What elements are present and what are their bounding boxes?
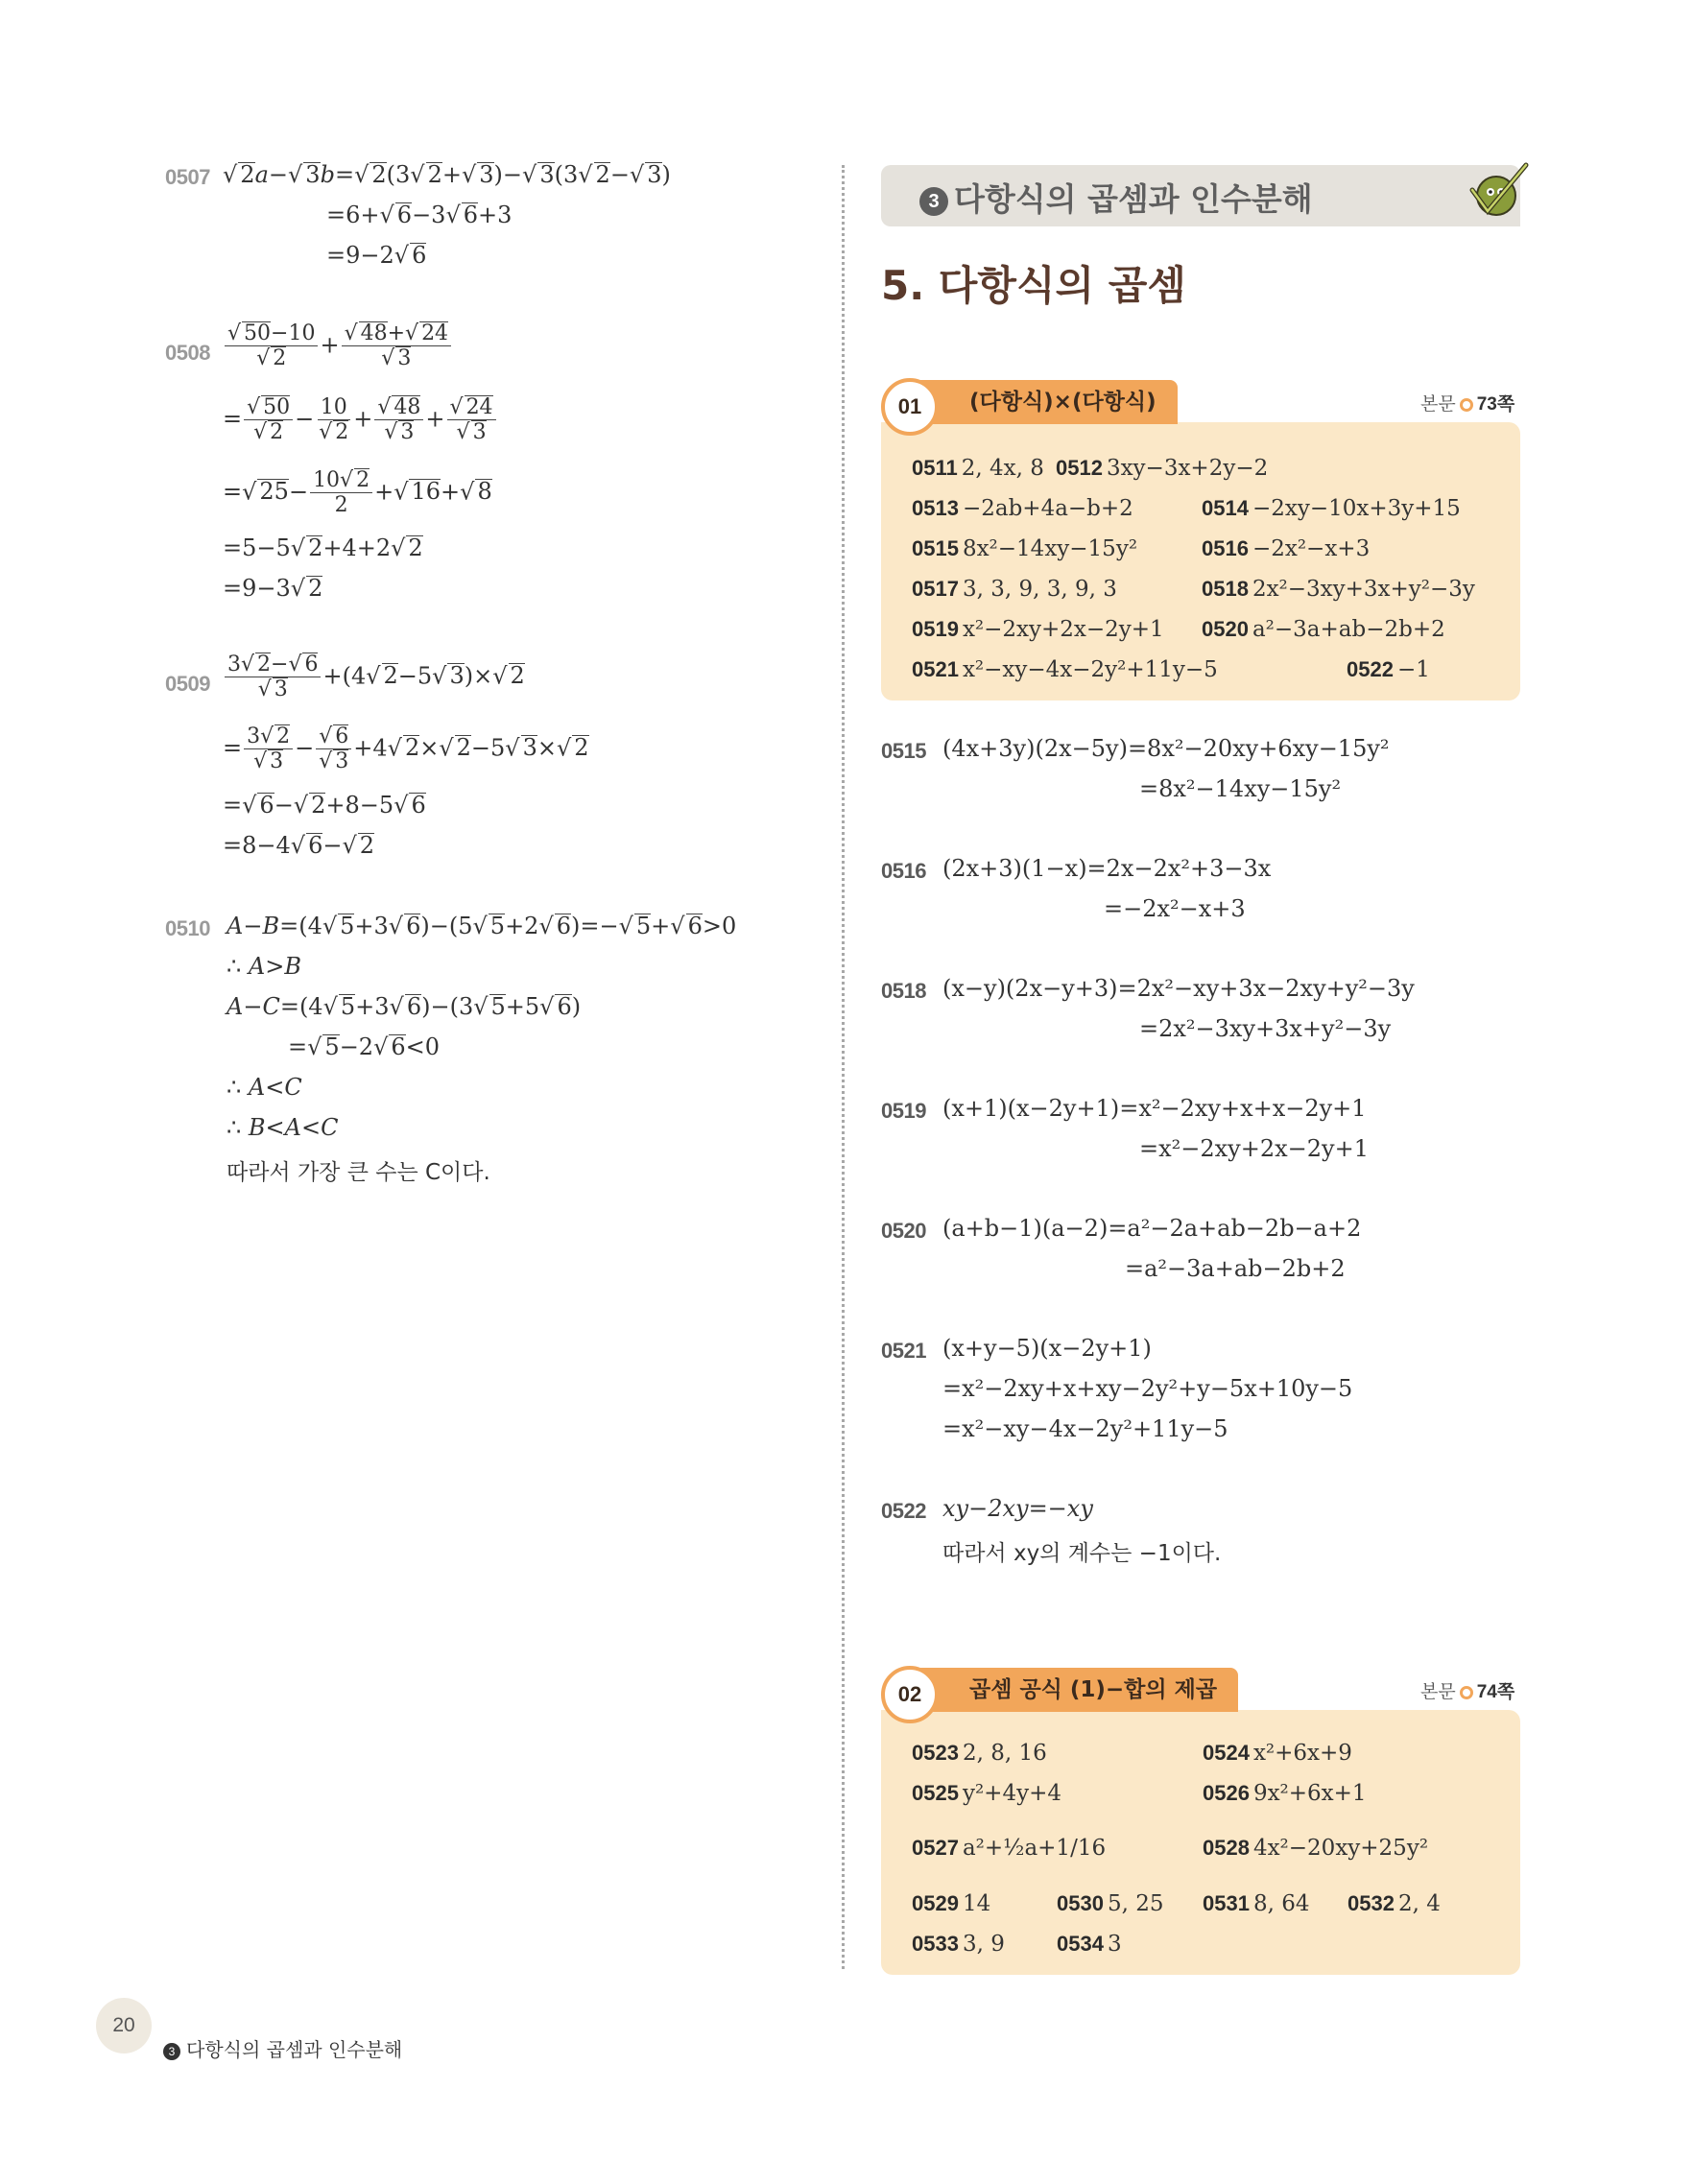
equation-line: (a+b−1)(a−2)=a²−2a+ab−2b−a+2 xyxy=(942,1215,1362,1242)
problem-number: 0518 xyxy=(881,979,926,1003)
equation-line: = $\frac{3√ 2}{√ 3}$ − $\frac{√ 6}{√ 3}$ +4√ 2×√ 2−5√ 3×√ 2 xyxy=(223,724,589,774)
answer-item: 0524 x²+6x+9 xyxy=(1203,1741,1352,1766)
equation-line: =8x²−14xy−15y² xyxy=(1139,775,1342,802)
answer-item: 0520 a²−3a+ab−2b+2 xyxy=(1202,617,1445,642)
section-title: 곱셈 공식 (1)−합의 제곱 xyxy=(969,1677,1218,1702)
problem-number: 0519 xyxy=(881,1099,926,1123)
equation-line: (x+1)(x−2y+1)=x²−2xy+x+x−2y+1 xyxy=(942,1095,1367,1122)
answer-item: 0523 2, 8, 16 xyxy=(912,1741,1047,1766)
chapter-number-icon: 3 xyxy=(919,187,948,216)
mascot-check-icon xyxy=(1465,161,1532,223)
answer-item: 0531 8, 64 xyxy=(1203,1891,1310,1916)
equation-line: =√ 6−√ 2+8−5√ 6 xyxy=(223,792,426,819)
arrow-circle-icon xyxy=(1460,1686,1473,1699)
answer-item: 0514 −2xy−10x+3y+15 xyxy=(1202,496,1461,521)
answer-item: 0516 −2x²−x+3 xyxy=(1202,536,1371,561)
equation-line: $\frac{√ 50-10}{√ 2}$ + $\frac{√ 48+√ 24}{√ 3}$ xyxy=(223,321,453,371)
footer-chapter xyxy=(163,2034,402,2062)
answer-item: 0527 a²+½a+1/16 xyxy=(912,1836,1107,1861)
conclusion-text: 따라서 xy의 계수는 −1이다. xyxy=(942,1541,1222,1566)
equation-line: xy−2xy=−xy xyxy=(942,1495,1093,1522)
section-number-badge: 01 xyxy=(881,378,939,436)
equation-line: =9−2√ 6 xyxy=(326,242,427,269)
problem-number: 0515 xyxy=(881,739,926,763)
answer-item: 0521 x²−xy−4x−2y²+11y−5 xyxy=(912,657,1218,682)
answer-item: 0513 −2ab+4a−b+2 xyxy=(912,496,1133,521)
problem-number: 0508 xyxy=(165,341,210,365)
equation-line: (x−y)(2x−y+3)=2x²−xy+3x−2xy+y²−3y xyxy=(942,975,1415,1002)
section-tab xyxy=(902,1668,1238,1712)
equation-line: ∴ A>B xyxy=(227,953,301,980)
problem-number: 0510 xyxy=(165,916,210,940)
equation-line: $\frac{3√ 2-√ 6}{√ 3}$ +(4√ 2−5√ 3)×√ 2 xyxy=(223,653,525,702)
answer-item: 0522 −1 xyxy=(1347,657,1430,682)
equation-line: =6+√ 6−3√ 6+3 xyxy=(326,202,513,228)
answer-item: 0519 x²−2xy+2x−2y+1 xyxy=(912,617,1164,642)
chapter-header xyxy=(881,165,1520,226)
equation-line: (4x+3y)(2x−5y)=8x²−20xy+6xy−15y² xyxy=(942,735,1390,762)
column-divider xyxy=(842,165,845,1969)
equation-line: =a²−3a+ab−2b+2 xyxy=(1125,1255,1346,1282)
equation-line: =x²−xy−4x−2y²+11y−5 xyxy=(942,1415,1228,1442)
page-reference[interactable]: 본문 74쪽 xyxy=(1420,1681,1515,1702)
answer-item: 0512 3xy−3x+2y−2 xyxy=(1056,456,1269,481)
page-number: 20 xyxy=(96,1998,152,2053)
problem-number: 0521 xyxy=(881,1339,926,1363)
section-title: (다항식)×(다항식) xyxy=(969,390,1156,415)
conclusion-text: 따라서 가장 큰 수는 C이다. xyxy=(227,1160,490,1185)
page-reference[interactable]: 본문 73쪽 xyxy=(1420,393,1515,415)
equation-line: =√ 25− $\frac{10√ 2}{2}$ +√ 16+√ 8 xyxy=(223,468,492,518)
problem-number: 0509 xyxy=(165,672,210,696)
answer-item: 0529 14 xyxy=(912,1891,991,1916)
equation-line: √ 2a−√ 3b=√ 2(3√ 2+√ 3)−√ 3(3√ 2−√ 3) xyxy=(223,161,671,188)
section-number-badge: 02 xyxy=(881,1666,939,1723)
problem-number: 0507 xyxy=(165,165,210,189)
equation-line: (2x+3)(1−x)=2x−2x²+3−3x xyxy=(942,855,1272,882)
answer-item: 0528 4x²−20xy+25y² xyxy=(1203,1836,1429,1861)
equation-line: = $\frac{√ 50}{√ 2}$ − $\frac{10}{√ 2}$ + $\frac{√ 48}{√ 3}$ + $\frac{√ 24}{√ 3}$ xyxy=(223,395,498,445)
equation-line: ∴ A<C xyxy=(227,1074,302,1101)
answer-item: 0518 2x²−3xy+3x+y²−3y xyxy=(1202,577,1475,602)
equation-line: =2x²−3xy+3x+y²−3y xyxy=(1139,1015,1392,1042)
answer-item: 0515 8x²−14xy−15y² xyxy=(912,536,1138,561)
answer-item: 0525 y²+4y+4 xyxy=(912,1781,1061,1806)
section-tab xyxy=(902,380,1178,424)
answer-item: 0530 5, 25 xyxy=(1057,1891,1164,1916)
equation-line: =−2x²−x+3 xyxy=(1104,895,1246,922)
footer-chapter-title: 다항식의 곱셈과 인수분해 xyxy=(186,2038,403,2061)
arrow-circle-icon xyxy=(1460,398,1473,412)
page-title: 5. 다항식의 곱셈 xyxy=(881,262,1186,309)
answer-item: 0532 2, 4 xyxy=(1347,1891,1441,1916)
equation-line: =x²−2xy+2x−2y+1 xyxy=(1139,1135,1369,1162)
problem-number: 0520 xyxy=(881,1219,926,1243)
equation-line: =x²−2xy+x+xy−2y²+y−5x+10y−5 xyxy=(942,1375,1353,1402)
equation-line: =5−5√ 2+4+2√ 2 xyxy=(223,534,423,561)
answer-item: 0511 2, 4x, 8 xyxy=(912,456,1044,481)
equation-line: (x+y−5)(x−2y+1) xyxy=(942,1335,1152,1362)
equation-line: =8−4√ 6−√ 2 xyxy=(223,832,375,859)
equation-line: A−B=(4√ 5+3√ 6)−(5√ 5+2√ 6)=−√ 5+√ 6>0 xyxy=(227,913,737,939)
chapter-title: 다항식의 곱셈과 인수분해 xyxy=(954,180,1313,218)
answer-item: 0533 3, 9 xyxy=(912,1932,1005,1957)
problem-number: 0522 xyxy=(881,1499,926,1523)
answer-item: 0526 9x²+6x+1 xyxy=(1203,1781,1367,1806)
equation-line: A−C=(4√ 5+3√ 6)−(3√ 5+5√ 6) xyxy=(227,993,582,1020)
equation-line: ∴ B<A<C xyxy=(227,1114,339,1141)
answer-item: 0534 3 xyxy=(1057,1932,1122,1957)
equation-line: =9−3√ 2 xyxy=(223,575,323,602)
problem-number: 0516 xyxy=(881,859,926,883)
answer-item: 0517 3, 3, 9, 3, 9, 3 xyxy=(912,577,1117,602)
chapter-number-icon: 3 xyxy=(163,2043,180,2060)
equation-line: =√ 5−2√ 6<0 xyxy=(288,1033,441,1060)
